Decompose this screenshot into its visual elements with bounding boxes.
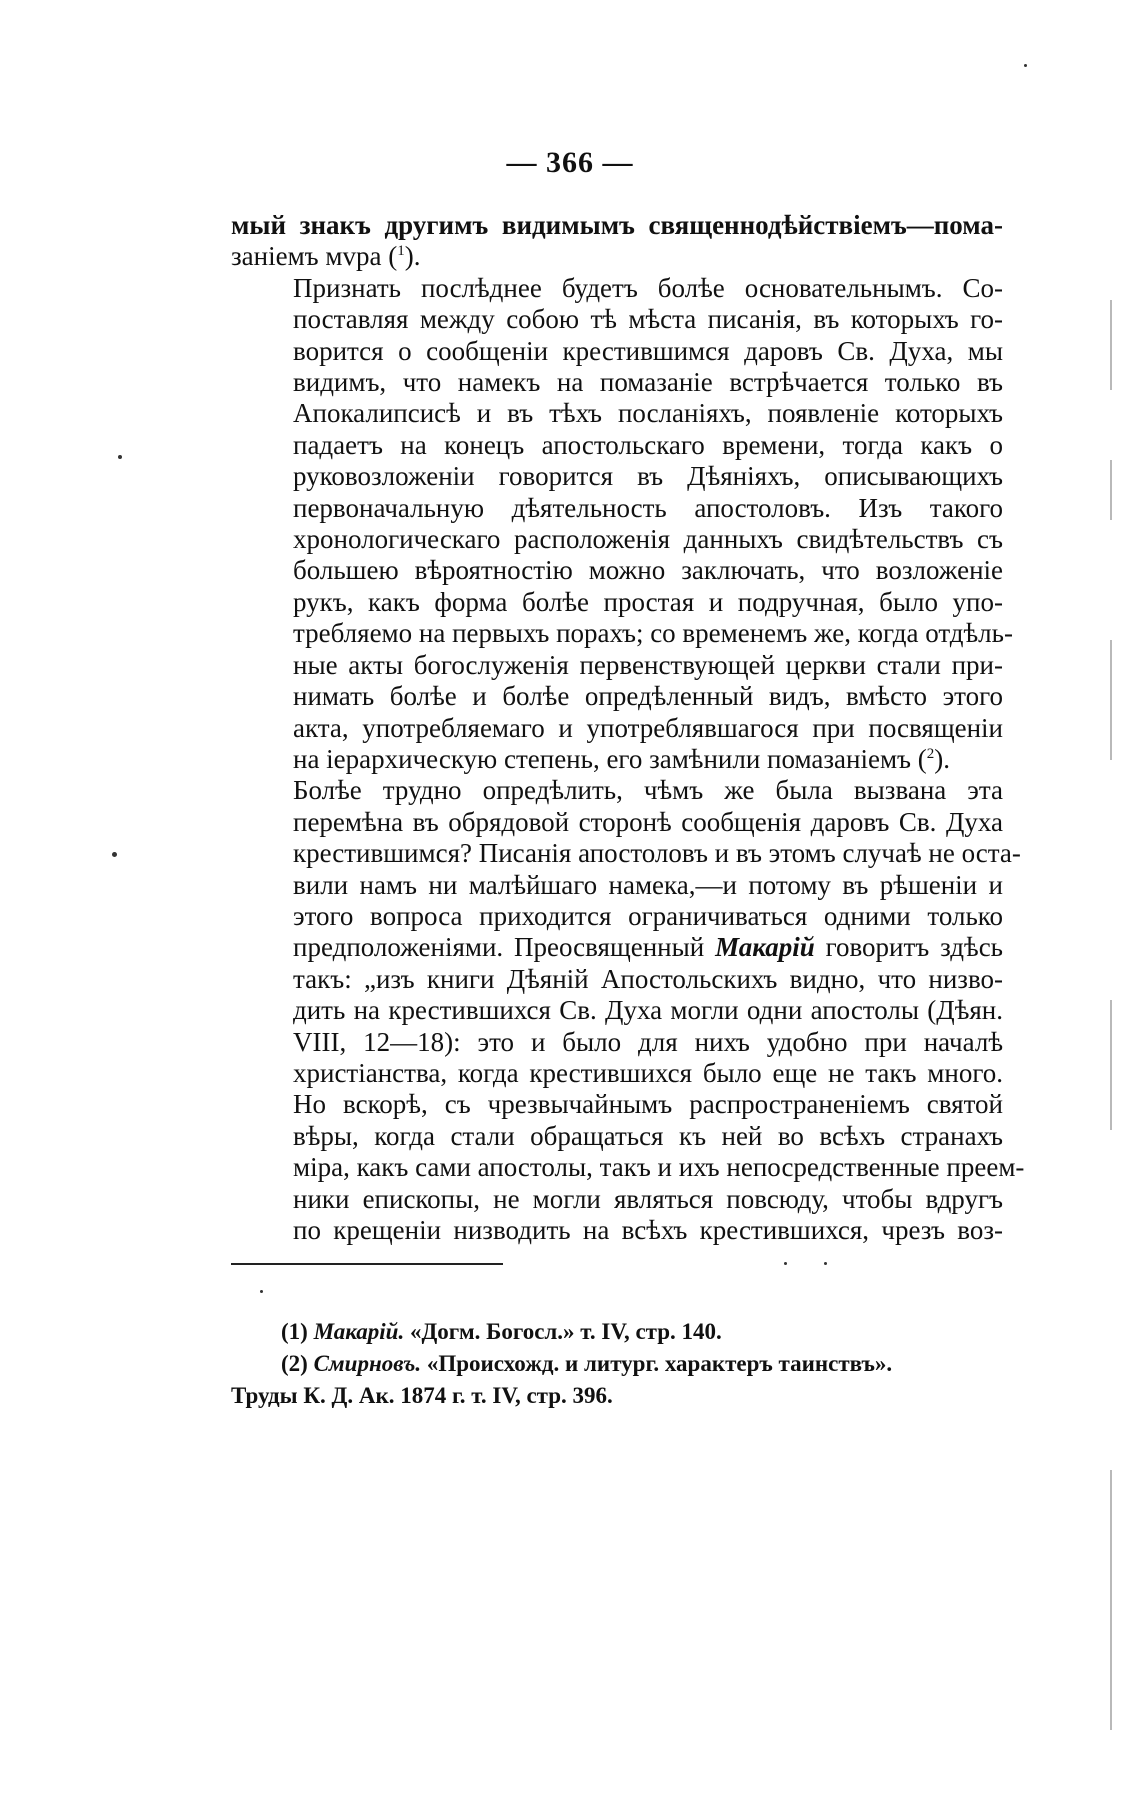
text-segment: говоритъ здѣсь (814, 932, 1003, 963)
text-line: первоначальную дѣятельность апостоловъ. Изъ такого (293, 492, 1003, 523)
scan-speck (260, 1290, 263, 1293)
text-line: Но вскорѣ, съ чрезвычайнымъ распространеніемъ святой (293, 1089, 1003, 1120)
text-segment: на іерархическую степень, его замѣнили помазаніемъ ( (293, 743, 927, 774)
paragraph-3 (231, 775, 1025, 1246)
text-line: по крещеніи низводить на всѣхъ крестившихся, чрезъ воз- (293, 1215, 1003, 1245)
text-line: христіанства, когда крестившихся было еще не такъ много. (293, 1057, 1003, 1088)
text-line: руковозложеніи говорится въ Дѣяніяхъ, описывающихъ (293, 461, 1003, 492)
paragraph-2 (231, 272, 1013, 776)
text-line (231, 932, 1003, 963)
text-line: акта, употребляемаго и употреблявшагося при посвященіи (293, 712, 1003, 743)
text-line: крестившимся? Писанія апостоловъ и въ этомъ случаѣ не оста- (293, 838, 1021, 869)
text-line: поставляя между собою тѣ мѣста писанія, въ которыхъ го- (293, 304, 1003, 335)
text-line: хронологическаго расположенія данныхъ свидѣтельствъ съ (293, 524, 1003, 555)
paragraph-1 (231, 210, 1003, 273)
footnotes (231, 1316, 1003, 1412)
text-segment: заніемъ мvра ( (231, 241, 398, 272)
text-line: ные акты богослуженія первенствующей церкви стали при- (293, 649, 1003, 680)
footnote-mark: (1) (281, 1319, 308, 1344)
text-line (231, 241, 1003, 272)
scan-edge-line (1110, 1000, 1112, 1130)
footnote-1 (231, 1316, 1003, 1348)
page-number: — 366 — (506, 146, 634, 179)
scan-speck (112, 852, 117, 857)
scan-speck (1024, 64, 1027, 67)
text-line: міра, какъ сами апостолы, такъ и ихъ непосредственные преем- (293, 1152, 1025, 1183)
footnote-2-continued: Труды К. Д. Ак. 1874 г. т. IV, стр. 396. (231, 1383, 613, 1408)
footnote-text: «Происхожд. и литург. характеръ таинствъ». (421, 1351, 893, 1376)
text-line: видимъ, что намекъ на помазаніе встрѣчается только въ (293, 367, 1003, 398)
text-line: Болѣе трудно опредѣлить, чѣмъ же была вызвана эта (293, 775, 1003, 806)
text-segment: предположеніями. Преосвященный (293, 932, 716, 963)
text-line: Признать послѣднее будетъ болѣе основательнымъ. Со- (293, 272, 1003, 303)
text-line: VIII, 12—18): это и было для нихъ удобно при началѣ (293, 1026, 1003, 1057)
scan-edge-line (1110, 640, 1112, 760)
footnote-ref-2[interactable]: 2 (926, 745, 935, 762)
text-line: этого вопроса приходится ограничиваться одними только (293, 900, 1003, 931)
scan-speck (824, 1262, 827, 1265)
footnote-mark: (2) (281, 1351, 308, 1376)
text-line: большею вѣроятностію можно заключать, что возложеніе (293, 555, 1003, 586)
footnote-author: Смирновъ. (313, 1351, 422, 1376)
text-line (231, 744, 1003, 775)
scan-speck (784, 1262, 787, 1265)
scan-edge-line (1110, 460, 1112, 520)
text-line: требляемо на первыхъ порахъ; со временемъ же, когда отдѣль- (293, 618, 1013, 649)
main-text (231, 210, 1025, 1246)
text-line: вили намъ ни малѣйшаго намека,—и потому въ рѣшеніи и (293, 869, 1003, 900)
text-segment: ). (404, 241, 421, 272)
footnote-ref-1[interactable]: 1 (397, 243, 405, 260)
scan-edge-line (1110, 300, 1112, 390)
text-line: вѣры, когда стали обращаться къ ней во всѣхъ странахъ (293, 1120, 1003, 1151)
text-line: Апокалипсисѣ и въ тѣхъ посланіяхъ, появленіе которыхъ (293, 398, 1003, 429)
text-line: нимать болѣе и болѣе опредѣленный видъ, вмѣсто этого (293, 681, 1003, 712)
footnote-2 (231, 1348, 1003, 1380)
text-line: рукъ, какъ форма болѣе простая и подручная, было упо- (293, 586, 1003, 617)
text-line: мый знакъ другимъ видимымъ священнодѣйствіемъ—пома- (231, 210, 1003, 240)
text-line: падаетъ на конецъ апостольскаго времени, тогда какъ о (293, 429, 1003, 460)
footnote-author: Макарій. (313, 1319, 405, 1344)
text-line: перемѣна въ обрядовой сторонѣ сообщенія даровъ Св. Духа (293, 806, 1003, 837)
footnote-separator (231, 1263, 503, 1265)
scan-edge-line (1110, 1470, 1112, 1730)
footnote-text: «Догм. Богосл.» т. IV, стр. 140. (404, 1319, 722, 1344)
text-line: ники епископы, не могли являться повсюду, чтобы вдругъ (293, 1183, 1003, 1214)
scan-speck (118, 455, 122, 459)
text-line: дить на крестившихся Св. Духа могли одни апостолы (Дѣян. (293, 995, 1003, 1026)
author-name: Макарій (715, 932, 815, 963)
text-segment: ). (934, 743, 950, 774)
text-line: ворится о сообщеніи крестившимся даровъ Св. Духа, мы (293, 335, 1003, 366)
text-line: такъ: „изъ книги Дѣяній Апостольскихъ видно, что низво- (293, 963, 1003, 994)
